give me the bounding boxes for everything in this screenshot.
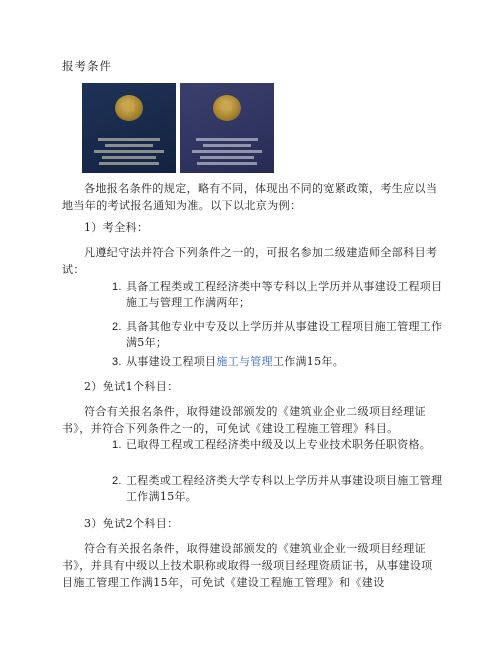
list-item-text: 具备工程类或工程经济类中等专科以上学历并从事建设工程项目施工与管理工作满两年；: [126, 280, 443, 309]
list-number: 3.: [112, 356, 122, 368]
national-emblem-icon: [213, 95, 241, 121]
list-item-text: 已取得工程或工程经济类中级及以上专业技术职务任职资格。: [126, 438, 432, 451]
list-item-text: 工作满15年。: [272, 355, 345, 368]
list-number: 1.: [112, 281, 122, 293]
construction-management-link[interactable]: 施工与管理: [216, 355, 273, 368]
section2-text: 符合有关报名条件，取得建设部颁发的《建筑业企业二级项目经理证书》，并符合下列条件之一的，可免试《建设工程施工管理》科目。: [62, 405, 426, 435]
list-item-text: 工程类或工程经济类大学专科以上学历并从事建设项目施工管理工作满15年。: [126, 474, 443, 503]
certificate-cover-left: [82, 83, 176, 173]
list-item: [112, 354, 444, 370]
section3-heading: 3）免试2个科目：: [84, 517, 179, 530]
section1-heading: 1）考全科：: [84, 221, 149, 234]
intro-paragraph: 各地报名条件的规定，略有不同，体现出不同的宽紧政策，考生应以当地当年的考试报名通知为准。以下以北京为例：: [62, 182, 438, 212]
section1-text: 凡遵纪守法并符合下列条件之一的，可报名参加二级建造师全部科目考试：: [62, 246, 438, 276]
certificate-images: [82, 83, 278, 173]
section3-text: 符合有关报名条件，取得建设部颁发的《建筑业企业一级项目经理证书》，并具有中级以上技术职称或取得一级项目经理资质证书，从事建设项目施工管理工作满15年，可免试《建设工程施工管理》和《建设: [62, 542, 433, 589]
list-item-text: 从事建设工程项目: [126, 355, 217, 368]
list-number: 1.: [112, 439, 122, 451]
certificate-cover-right: [180, 83, 274, 173]
page-title: 报考条件: [62, 59, 112, 73]
list-item: [112, 319, 444, 351]
section2-heading: 2）免试1个科目：: [84, 380, 179, 393]
national-emblem-icon: [115, 95, 143, 121]
list-item: [112, 279, 444, 311]
list-number: 2.: [112, 475, 122, 487]
list-item: [112, 473, 444, 505]
list-item-text: 具备其他专业中专及以上学历并从事建设工程项目施工管理工作满5年；: [126, 320, 443, 349]
list-number: 2.: [112, 321, 122, 333]
list-item: [112, 437, 444, 453]
